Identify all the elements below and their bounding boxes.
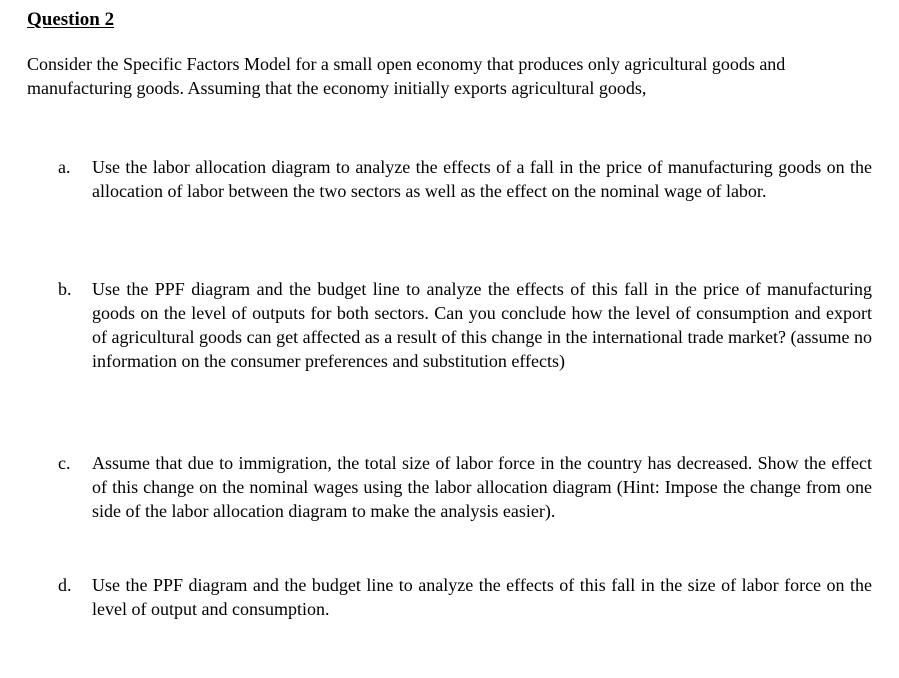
part-a-marker: a. bbox=[58, 157, 71, 177]
part-d-text: Use the PPF diagram and the budget line to analyze the effects of this fall in the size of labor force on the level of output and consumption. bbox=[92, 575, 872, 619]
question-part-c bbox=[58, 451, 872, 523]
question-part-b bbox=[58, 277, 872, 373]
part-d-marker: d. bbox=[58, 575, 72, 595]
question-title: Question 2 bbox=[27, 9, 115, 30]
part-c-marker: c. bbox=[58, 453, 71, 473]
question-part-d bbox=[58, 573, 872, 621]
part-b-marker: b. bbox=[58, 279, 72, 299]
part-c-text: Assume that due to immigration, the total size of labor force in the country has decreased. Show the effect of this change on the nominal wages using the labor allocation diagram (Hint: Impose the change from one side of the labor allocation diagram to make the analysis easier). bbox=[92, 453, 872, 521]
part-b-text: Use the PPF diagram and the budget line to analyze the effects of this fall in the price of manufacturing goods on the level of outputs for both sectors. Can you conclude how the level of consumption and export of agricultural goods can get affected as a result of this change in the international trade market? (assume no information on the consumer preferences and substitution effects) bbox=[92, 279, 872, 371]
question-part-a bbox=[58, 155, 872, 203]
question-intro: Consider the Specific Factors Model for a small open economy that produces only agricultural goods and manufacturing goods. Assuming that the economy initially exports agricultural goods, bbox=[27, 54, 786, 98]
part-a-text: Use the labor allocation diagram to analyze the effects of a fall in the price of manufacturing goods on the allocation of labor between the two sectors as well as the effect on the nominal wage of labor. bbox=[92, 157, 872, 201]
